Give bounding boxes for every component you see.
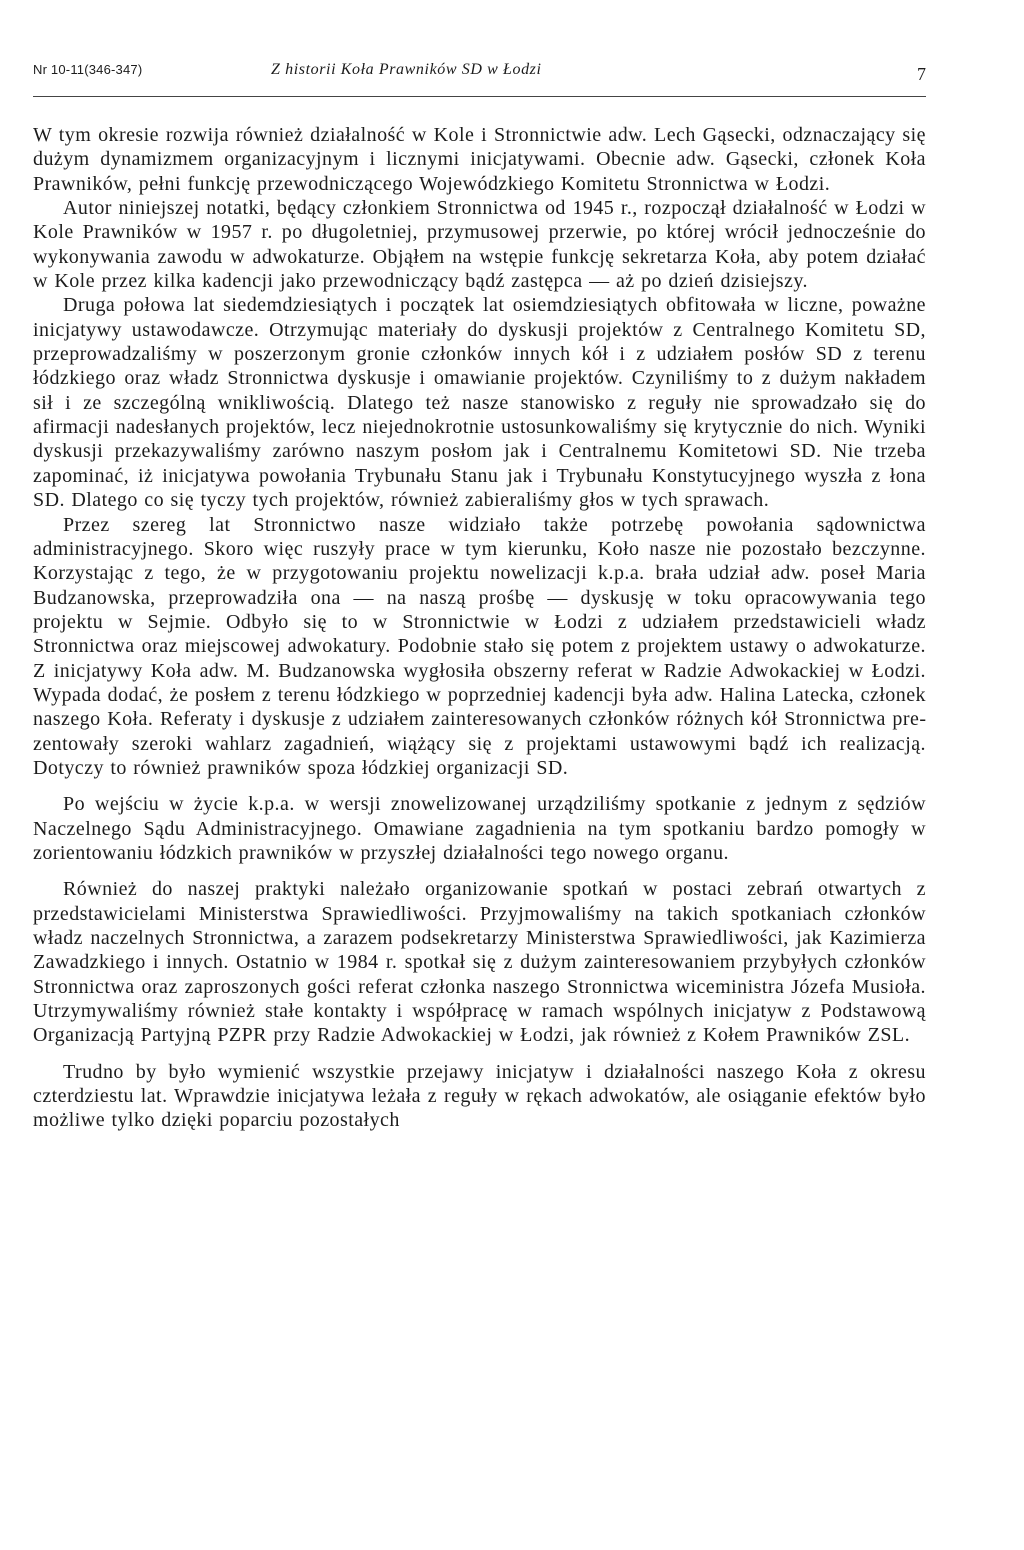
paragraph: Trudno by było wymienić wszystkie przejawy inicjatyw i działalności naszego Koła z okresu czterdziestu lat. Wprawdzie inicjatywa leżała z reguły w rękach adwokatów, ale osiąganie efektów było możliwe tylko dzięki poparciu pozostałych (33, 1060, 926, 1132)
paragraph: W tym okresie rozwija również działalność w Kole i Stronnictwie adw. Lech Gąsecki, odznaczający się dużym dynamizmem organizacyjnym i licznymi inicjatywami. Obecnie adw. Gąsecki, członek Koła Prawników, pełni funkcję przewodniczącego Wojewódzkiego Komitetu Stronnictwa w Łodzi. (33, 124, 926, 195)
document-page (33, 62, 926, 1133)
paragraph: Przez szereg lat Stronnictwo nasze widziało także potrzebę powołania sądownictwa administracyjnego. Skoro więc ruszyły prace w tym kierunku, Koło nasze nie pozostało bezczynne. Korzystając z tego, że w przygotowaniu projektu nowelizacji k.p.a. brała udział adw. poseł Maria Budzanowska, przeprowadziła ona — na naszą prośbę — dyskusję w toku opracowywania tego projektu w Sejmie. Odbyło się to w Stronnictwie w Łodzi z udziałem przedstawicieli władz Stronnictwa oraz miejscowej adwokatury. Podobnie stało się potem z projektem ustawy o adwokaturze. Z inicjatywy Koła adw. M. Budzanowska wygłosiła obszerny referat w Radzie Adwokackiej w Łodzi. Wypada dodać, że posłem z terenu łódzkiego w poprzedniej kadencji była adw. Halina Latecka, członek naszego Koła. Referaty i dyskusje z udziałem zainteresowanych członków różnych kół Stronnictwa prezentowały szeroki wahlarz zagadnień, wiążący się z projektami ustawowymi bądź ich realizacją. Dotyczy to również prawników spoza łódzkiej organizacji SD. (33, 513, 926, 779)
paragraph: Autor niniejszej notatki, będący członkiem Stronnictwa od 1945 r., rozpoczął działalność w Łodzi w Kole Prawników w 1957 r. po długoletniej, przymusowej przerwie, po której wrócił jednocześnie do wykonywania zawodu w adwokaturze. Objąłem na wstępie funkcję sekretarza Koła, aby potem działać w Kole przez kilka kadencji jako przewodniczący bądź zastępca — aż po dzień dzisiejszy. (33, 197, 926, 293)
running-head (33, 62, 926, 97)
page-number: 7 (917, 64, 926, 84)
paragraph: Również do naszej praktyki należało organizowanie spotkań w postaci zebrań otwartych z przedstawicielami Ministerstwa Sprawiedliwości. Przyjmowaliśmy na takich spotkaniach członków władz naczelnych Stronnictwa, a zarazem podsekretarzy Ministerstwa Sprawiedliwości, jak Kazimierza Zawadzkiego i innych. Ostatnio w 1984 r. spotkał się z dużym zainteresowaniem przybyłych członków Stronnictwa oraz zaproszonych gości referat członka naszego Stronnictwa wiceministra Józefa Musioła. Utrzymywaliśmy również stałe kontakty i współpracę w ramach wspólnych inicjatyw z Podstawową Organizacją Partyjną PZPR przy Radzie Adwokackiej w Łodzi, jak również z Kołem Prawników ZSL. (33, 878, 926, 1047)
journal-issue-number: Nr 10-11(346-347) (33, 62, 143, 77)
article-body (33, 123, 926, 1133)
running-title: Z historii Koła Prawników SD w Łodzi (271, 61, 542, 78)
paragraph: Druga połowa lat siedemdziesiątych i początek lat osiemdziesiątych obfitowała w liczne, poważne inicjatywy ustawodawcze. Otrzymując materiały do dyskusji projektów z Centralnego Komitetu SD, przeprowadzaliśmy w poszerzonym gronie członków innych kół i z udziałem posłów SD z terenu łódzkiego oraz władz Stronnictwa dyskusje i omawianie projektów. Czyniliśmy to z dużym nakładem sił i ze szczególną wnikliwością. Dlatego też nasze stanowisko z reguły nie sprowadzało się do afirmacji nadesłanych projektów, lecz niejednokrotnie ustosunkowaliśmy się krytycznie do nich. Wyniki dyskusji przekazywaliśmy zarówno naszym posłom jak i Centralnemu Komitetowi SD. Nie trzeba zapominać, iż inicjatywa powołania Trybunału Stanu jak i Trybunału Konstytucyjnego wyszła z łona SD. Dlatego co się tyczy tych projektów, również zabieraliśmy głos w tych sprawach. (33, 294, 926, 512)
paragraph: Po wejściu w życie k.p.a. w wersji znowelizowanej urządziliśmy spotkanie z jednym z sędziów Naczelnego Sądu Administracyjnego. Omawiane zagadnienia na tym spotkaniu bardzo pomogły w zorientowaniu łódzkich prawników w przyszłej działalności tego nowego organu. (33, 793, 926, 864)
